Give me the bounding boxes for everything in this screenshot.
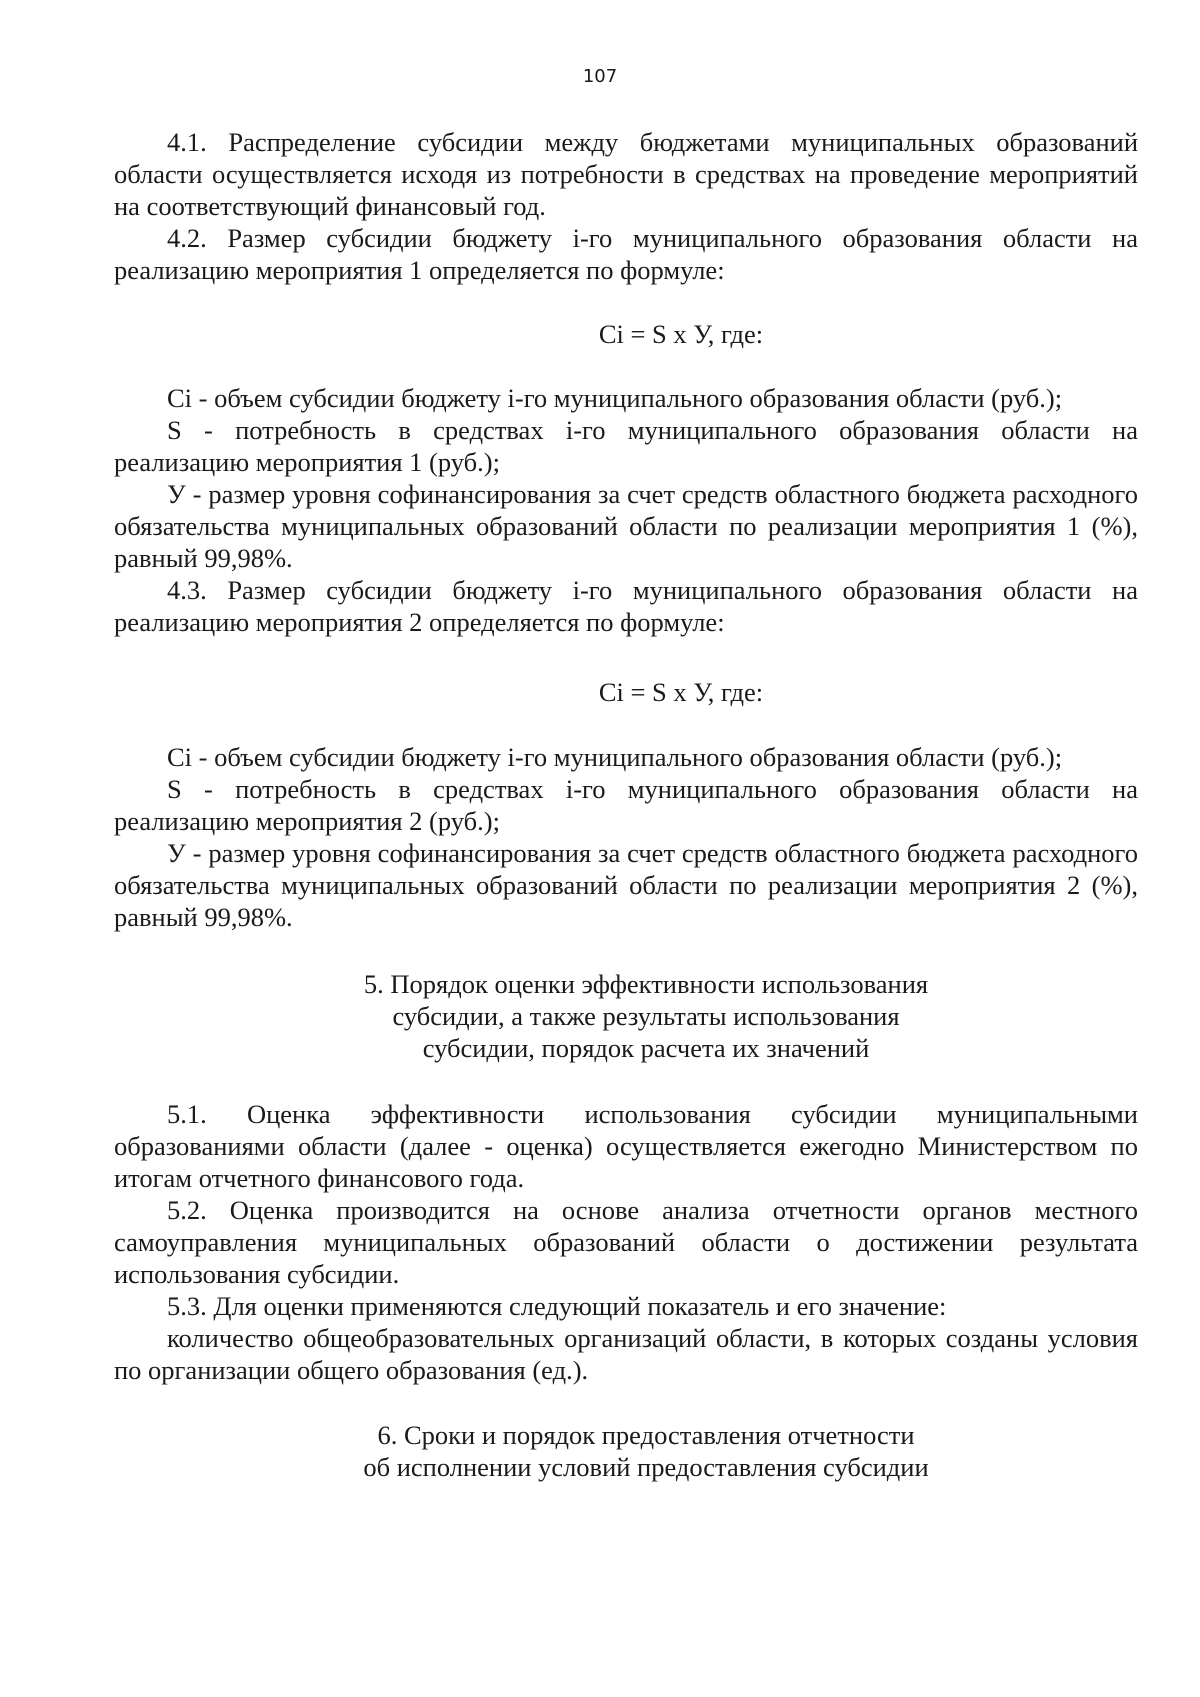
- section-4-definitions-1: [114, 382, 1138, 638]
- paragraph-5-1: 5.1. Оценка эффективности использования субсидии муниципальными образованиями области (далее - оценка) осуществляется ежегодно Министерством по итогам отчетного финансового года.: [114, 1099, 1138, 1193]
- section-4-definitions-2: [114, 741, 1138, 933]
- paragraph-5-3-item: количество общеобразовательных организаций области, в которых созданы условия по организации общего образования (ед.).: [114, 1323, 1138, 1385]
- page-number: 107: [582, 66, 618, 87]
- section-5-body: [114, 1098, 1138, 1386]
- paragraph-4-3: 4.3. Размер субсидии бюджету i-го муниципального образования области на реализацию мероприятия 2 определяется по формуле:: [114, 575, 1138, 637]
- definition-s-1: S - потребность в средствах i-го муниципального образования области на реализацию мероприятия 1 (руб.);: [114, 415, 1138, 477]
- formula-1-block: [114, 318, 1138, 350]
- definition-u-1: У - размер уровня софинансирования за счет средств областного бюджета расходного обязательства муниципальных образований области по реализации мероприятия 1 (%), равный 99,98%.: [114, 479, 1138, 573]
- definition-ci-1: Ci - объем субсидии бюджету i-го муниципального образования области (руб.);: [167, 383, 1063, 413]
- definition-ci-2: Ci - объем субсидии бюджету i-го муниципального образования области (руб.);: [167, 742, 1063, 772]
- section-5-heading-line-1: 5. Порядок оценки эффективности использования: [363, 969, 929, 999]
- definition-s-2: S - потребность в средствах i-го муниципального образования области на реализацию мероприятия 2 (руб.);: [114, 774, 1138, 836]
- paragraph-4-1: 4.1. Распределение субсидии между бюджетами муниципальных образований области осуществляется исходя из потребности в средствах на проведение мероприятий на соответствующий финансовый год.: [114, 127, 1138, 221]
- section-6-heading-block: [114, 1419, 1138, 1483]
- formula-2-block: [114, 676, 1138, 708]
- section-5-heading-block: [114, 968, 1138, 1064]
- formula-1: Ci = S x У, где:: [598, 319, 764, 349]
- formula-2: Ci = S x У, где:: [598, 677, 764, 707]
- section-4-block-a: [114, 126, 1138, 286]
- section-6-heading-line-2: об исполнении условий предоставления субсидии: [363, 1452, 929, 1482]
- paragraph-5-2: 5.2. Оценка производится на основе анализа отчетности органов местного самоуправления муниципальных образований области о достижении результата использования субсидии.: [114, 1195, 1138, 1289]
- section-5-heading: [114, 968, 1138, 1064]
- paragraph-4-2: 4.2. Размер субсидии бюджету i-го муниципального образования области на реализацию мероприятия 1 определяется по формуле:: [114, 223, 1138, 285]
- section-5-heading-line-2: субсидии, а также результаты использования: [392, 1001, 900, 1031]
- section-6-heading: [114, 1419, 1138, 1483]
- definition-u-2: У - размер уровня софинансирования за счет средств областного бюджета расходного обязательства муниципальных образований области по реализации мероприятия 2 (%), равный 99,98%.: [114, 838, 1138, 932]
- section-5-heading-line-3: субсидии, порядок расчета их значений: [422, 1033, 870, 1063]
- paragraph-5-3: 5.3. Для оценки применяются следующий показатель и его значение:: [167, 1291, 947, 1321]
- section-6-heading-line-1: 6. Сроки и порядок предоставления отчетности: [377, 1420, 915, 1450]
